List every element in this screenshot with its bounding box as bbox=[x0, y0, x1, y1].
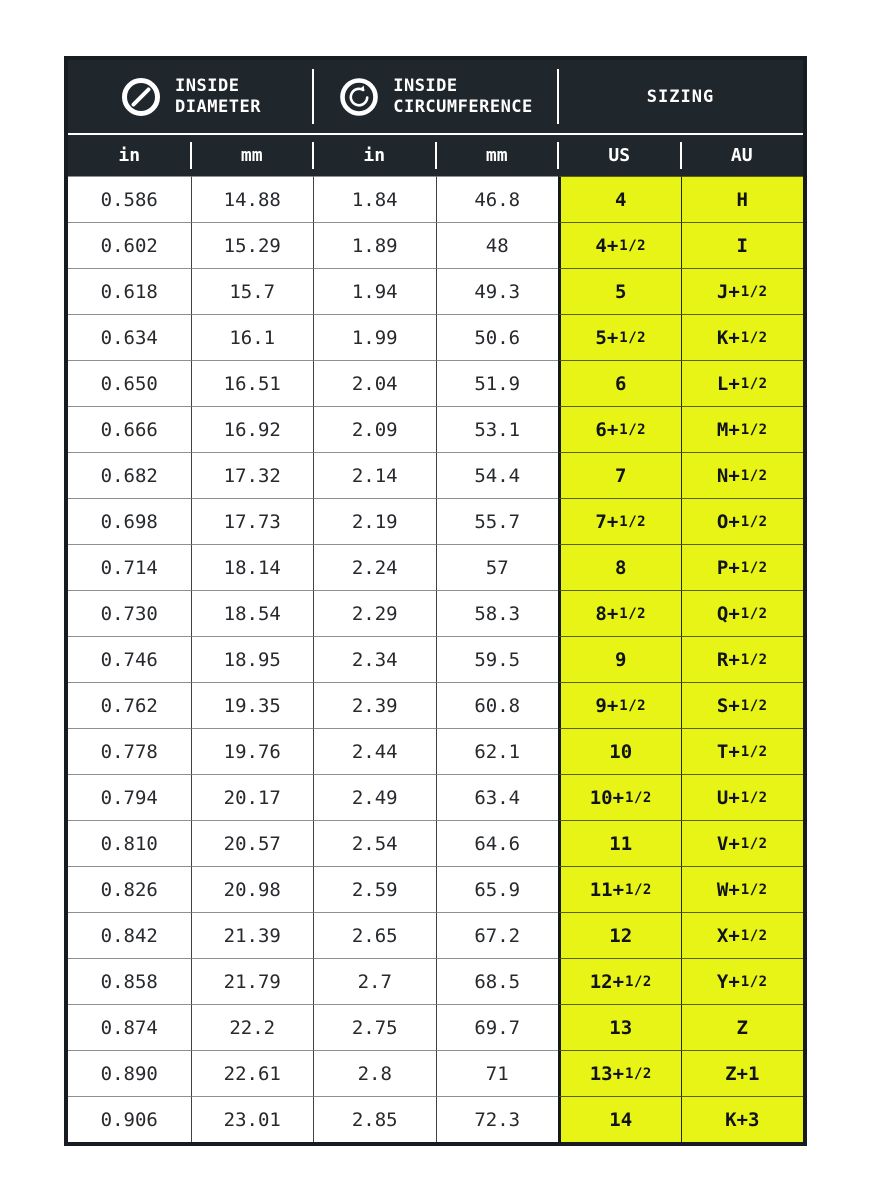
cell-us-size: 8 bbox=[558, 544, 681, 590]
cell-circumference-in: 2.34 bbox=[313, 636, 436, 682]
unit-diameter-mm: mm bbox=[191, 135, 314, 176]
cell-diameter-in: 0.762 bbox=[68, 682, 191, 728]
cell-circumference-in: 2.44 bbox=[313, 728, 436, 774]
table-row bbox=[68, 820, 803, 866]
cell-au-size: R+ 1/2 bbox=[681, 636, 804, 682]
table-row bbox=[68, 222, 803, 268]
cell-circumference-in: 2.14 bbox=[313, 452, 436, 498]
cell-diameter-in: 0.730 bbox=[68, 590, 191, 636]
cell-au-size: S+ 1/2 bbox=[681, 682, 804, 728]
unit-au-size: AU bbox=[681, 135, 804, 176]
cell-diameter-mm: 16.1 bbox=[191, 314, 314, 360]
cell-diameter-mm: 14.88 bbox=[191, 176, 314, 222]
cell-au-size: N+ 1/2 bbox=[681, 452, 804, 498]
table-row bbox=[68, 774, 803, 820]
units-row bbox=[68, 135, 803, 176]
cell-circumference-mm: 46.8 bbox=[436, 176, 559, 222]
table-row bbox=[68, 176, 803, 222]
cell-us-size: 4+ 1/2 bbox=[558, 222, 681, 268]
header-groups-row bbox=[68, 60, 803, 133]
cell-us-size: 9+ 1/2 bbox=[558, 682, 681, 728]
cell-circumference-in: 2.75 bbox=[313, 1004, 436, 1050]
table-row bbox=[68, 544, 803, 590]
unit-us-size: US bbox=[558, 135, 681, 176]
cell-circumference-in: 1.99 bbox=[313, 314, 436, 360]
cell-diameter-in: 0.810 bbox=[68, 820, 191, 866]
cell-circumference-in: 2.29 bbox=[313, 590, 436, 636]
cell-circumference-in: 2.09 bbox=[313, 406, 436, 452]
cell-circumference-mm: 62.1 bbox=[436, 728, 559, 774]
table-row bbox=[68, 866, 803, 912]
cell-au-size: X+ 1/2 bbox=[681, 912, 804, 958]
cell-circumference-in: 1.89 bbox=[313, 222, 436, 268]
cell-circumference-mm: 58.3 bbox=[436, 590, 559, 636]
cell-circumference-in: 2.24 bbox=[313, 544, 436, 590]
cell-circumference-in: 2.19 bbox=[313, 498, 436, 544]
cell-circumference-mm: 71 bbox=[436, 1050, 559, 1096]
cell-circumference-in: 2.8 bbox=[313, 1050, 436, 1096]
cell-au-size: K+3 bbox=[681, 1096, 804, 1142]
cell-diameter-in: 0.794 bbox=[68, 774, 191, 820]
cell-diameter-mm: 19.76 bbox=[191, 728, 314, 774]
cell-diameter-mm: 21.79 bbox=[191, 958, 314, 1004]
cell-us-size: 10+ 1/2 bbox=[558, 774, 681, 820]
cell-diameter-mm: 18.54 bbox=[191, 590, 314, 636]
cell-circumference-mm: 65.9 bbox=[436, 866, 559, 912]
cell-circumference-mm: 69.7 bbox=[436, 1004, 559, 1050]
cell-circumference-in: 2.7 bbox=[313, 958, 436, 1004]
cell-circumference-mm: 53.1 bbox=[436, 406, 559, 452]
cell-circumference-mm: 60.8 bbox=[436, 682, 559, 728]
table-row bbox=[68, 636, 803, 682]
cell-circumference-mm: 49.3 bbox=[436, 268, 559, 314]
cell-au-size: K+ 1/2 bbox=[681, 314, 804, 360]
cell-circumference-mm: 57 bbox=[436, 544, 559, 590]
cell-circumference-in: 1.84 bbox=[313, 176, 436, 222]
cell-us-size: 13+ 1/2 bbox=[558, 1050, 681, 1096]
cell-diameter-in: 0.698 bbox=[68, 498, 191, 544]
table-row bbox=[68, 682, 803, 728]
cell-au-size: Q+ 1/2 bbox=[681, 590, 804, 636]
cell-diameter-mm: 15.7 bbox=[191, 268, 314, 314]
cell-circumference-mm: 67.2 bbox=[436, 912, 559, 958]
cell-au-size: U+ 1/2 bbox=[681, 774, 804, 820]
table-row bbox=[68, 360, 803, 406]
cell-us-size: 8+ 1/2 bbox=[558, 590, 681, 636]
cell-diameter-in: 0.650 bbox=[68, 360, 191, 406]
cell-diameter-mm: 18.95 bbox=[191, 636, 314, 682]
cell-us-size: 14 bbox=[558, 1096, 681, 1142]
cell-diameter-mm: 22.61 bbox=[191, 1050, 314, 1096]
table-row bbox=[68, 1004, 803, 1050]
cell-diameter-mm: 16.92 bbox=[191, 406, 314, 452]
cell-circumference-mm: 51.9 bbox=[436, 360, 559, 406]
header-sizing bbox=[558, 60, 803, 133]
inside-diameter-label: INSIDE DIAMETER bbox=[175, 75, 261, 117]
cell-circumference-mm: 50.6 bbox=[436, 314, 559, 360]
cell-us-size: 11+ 1/2 bbox=[558, 866, 681, 912]
diameter-icon bbox=[120, 76, 162, 118]
header-inside-diameter bbox=[68, 60, 313, 133]
table-row bbox=[68, 268, 803, 314]
ring-size-chart bbox=[64, 56, 807, 1146]
table-row bbox=[68, 1096, 803, 1142]
cell-diameter-mm: 18.14 bbox=[191, 544, 314, 590]
cell-au-size: Z+1 bbox=[681, 1050, 804, 1096]
table-row bbox=[68, 452, 803, 498]
cell-diameter-in: 0.714 bbox=[68, 544, 191, 590]
cell-diameter-in: 0.858 bbox=[68, 958, 191, 1004]
cell-diameter-mm: 21.39 bbox=[191, 912, 314, 958]
cell-diameter-in: 0.682 bbox=[68, 452, 191, 498]
cell-circumference-mm: 54.4 bbox=[436, 452, 559, 498]
header-inside-circumference bbox=[313, 60, 558, 133]
cell-diameter-mm: 20.98 bbox=[191, 866, 314, 912]
cell-us-size: 11 bbox=[558, 820, 681, 866]
cell-au-size: Y+ 1/2 bbox=[681, 958, 804, 1004]
table-row bbox=[68, 728, 803, 774]
cell-au-size: J+ 1/2 bbox=[681, 268, 804, 314]
cell-us-size: 10 bbox=[558, 728, 681, 774]
cell-au-size: H bbox=[681, 176, 804, 222]
unit-diameter-in: in bbox=[118, 145, 141, 166]
cell-us-size: 12 bbox=[558, 912, 681, 958]
cell-diameter-mm: 19.35 bbox=[191, 682, 314, 728]
inside-circumference-label: INSIDE CIRCUMFERENCE bbox=[393, 75, 533, 117]
cell-us-size: 4 bbox=[558, 176, 681, 222]
cell-diameter-in: 0.666 bbox=[68, 406, 191, 452]
cell-diameter-in: 0.890 bbox=[68, 1050, 191, 1096]
cell-diameter-mm: 20.17 bbox=[191, 774, 314, 820]
cell-diameter-in: 0.586 bbox=[68, 176, 191, 222]
cell-us-size: 9 bbox=[558, 636, 681, 682]
cell-circumference-in: 2.85 bbox=[313, 1096, 436, 1142]
cell-diameter-in: 0.746 bbox=[68, 636, 191, 682]
cell-diameter-in: 0.826 bbox=[68, 866, 191, 912]
unit-circumference-in: in bbox=[313, 135, 436, 176]
cell-diameter-mm: 16.51 bbox=[191, 360, 314, 406]
cell-circumference-in: 2.59 bbox=[313, 866, 436, 912]
cell-au-size: P+ 1/2 bbox=[681, 544, 804, 590]
table-row bbox=[68, 1050, 803, 1096]
cell-au-size: I bbox=[681, 222, 804, 268]
cell-us-size: 5 bbox=[558, 268, 681, 314]
cell-us-size: 13 bbox=[558, 1004, 681, 1050]
cell-circumference-mm: 48 bbox=[436, 222, 559, 268]
cell-circumference-mm: 64.6 bbox=[436, 820, 559, 866]
table-row bbox=[68, 958, 803, 1004]
table-row bbox=[68, 912, 803, 958]
cell-diameter-in: 0.618 bbox=[68, 268, 191, 314]
table-row bbox=[68, 314, 803, 360]
cell-diameter-in: 0.906 bbox=[68, 1096, 191, 1142]
cell-diameter-mm: 22.2 bbox=[191, 1004, 314, 1050]
cell-diameter-in: 0.874 bbox=[68, 1004, 191, 1050]
cell-diameter-mm: 17.32 bbox=[191, 452, 314, 498]
sizing-label: SIZING bbox=[646, 86, 715, 107]
cell-au-size: M+ 1/2 bbox=[681, 406, 804, 452]
cell-diameter-in: 0.634 bbox=[68, 314, 191, 360]
table-body bbox=[68, 176, 803, 1142]
table-row bbox=[68, 498, 803, 544]
cell-circumference-mm: 68.5 bbox=[436, 958, 559, 1004]
table-row bbox=[68, 406, 803, 452]
table-header bbox=[68, 60, 803, 176]
unit-circumference-mm: mm bbox=[436, 135, 559, 176]
cell-us-size: 5+ 1/2 bbox=[558, 314, 681, 360]
cell-circumference-mm: 72.3 bbox=[436, 1096, 559, 1142]
cell-circumference-mm: 55.7 bbox=[436, 498, 559, 544]
cell-diameter-mm: 15.29 bbox=[191, 222, 314, 268]
cell-au-size: O+ 1/2 bbox=[681, 498, 804, 544]
cell-circumference-in: 2.04 bbox=[313, 360, 436, 406]
table-row bbox=[68, 590, 803, 636]
cell-diameter-in: 0.602 bbox=[68, 222, 191, 268]
cell-circumference-in: 2.54 bbox=[313, 820, 436, 866]
cell-circumference-in: 1.94 bbox=[313, 268, 436, 314]
cell-au-size: L+ 1/2 bbox=[681, 360, 804, 406]
cell-us-size: 6 bbox=[558, 360, 681, 406]
cell-circumference-in: 2.39 bbox=[313, 682, 436, 728]
cell-diameter-in: 0.842 bbox=[68, 912, 191, 958]
cell-us-size: 7+ 1/2 bbox=[558, 498, 681, 544]
cell-au-size: Z bbox=[681, 1004, 804, 1050]
cell-au-size: W+ 1/2 bbox=[681, 866, 804, 912]
cell-us-size: 12+ 1/2 bbox=[558, 958, 681, 1004]
cell-diameter-mm: 17.73 bbox=[191, 498, 314, 544]
cell-circumference-mm: 59.5 bbox=[436, 636, 559, 682]
cell-circumference-mm: 63.4 bbox=[436, 774, 559, 820]
cell-au-size: V+ 1/2 bbox=[681, 820, 804, 866]
cell-diameter-mm: 20.57 bbox=[191, 820, 314, 866]
cell-circumference-in: 2.65 bbox=[313, 912, 436, 958]
cell-us-size: 6+ 1/2 bbox=[558, 406, 681, 452]
cell-diameter-in: 0.778 bbox=[68, 728, 191, 774]
cell-circumference-in: 2.49 bbox=[313, 774, 436, 820]
cell-au-size: T+ 1/2 bbox=[681, 728, 804, 774]
circumference-icon bbox=[338, 76, 380, 118]
cell-diameter-mm: 23.01 bbox=[191, 1096, 314, 1142]
cell-us-size: 7 bbox=[558, 452, 681, 498]
